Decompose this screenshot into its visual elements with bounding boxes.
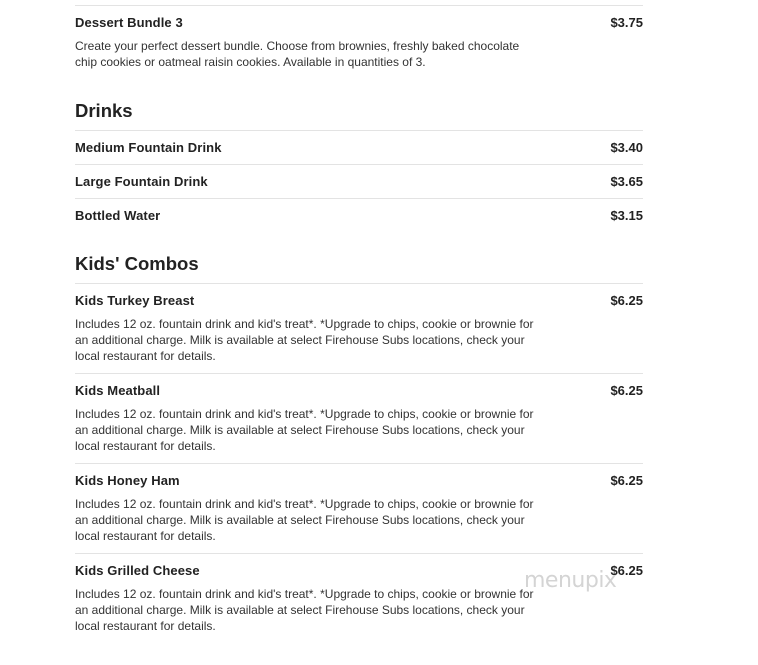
item-name: Kids Turkey Breast: [75, 293, 195, 308]
item-name: Bottled Water: [75, 208, 161, 223]
menu-item[interactable]: [75, 374, 643, 464]
item-name: Kids Meatball: [75, 383, 161, 398]
item-price: $6.25: [610, 563, 643, 578]
item-price: $6.25: [610, 473, 643, 488]
menu-item[interactable]: [75, 165, 643, 199]
section-drinks: [75, 79, 643, 232]
item-name: Kids Honey Ham: [75, 473, 180, 488]
menu-list: [75, 0, 643, 643]
section-title: Kids' Combos: [75, 232, 643, 284]
menu-item[interactable]: [75, 284, 643, 374]
menu-item[interactable]: [75, 199, 643, 232]
item-name: Kids Grilled Cheese: [75, 563, 200, 578]
item-price: $3.75: [610, 15, 643, 30]
menu-item[interactable]: [75, 464, 643, 554]
item-description: Includes 12 oz. fountain drink and kid's treat*. *Upgrade to chips, cookie or brownie for an additional charge. Milk is available at select Firehouse Subs locations, check your local restaurant for details.: [75, 317, 534, 363]
item-name: Medium Fountain Drink: [75, 140, 222, 155]
item-name: Large Fountain Drink: [75, 174, 208, 189]
item-price: $6.25: [610, 383, 643, 398]
item-description: Includes 12 oz. fountain drink and kid's treat*. *Upgrade to chips, cookie or brownie for an additional charge. Milk is available at select Firehouse Subs locations, check your local restaurant for details.: [75, 587, 534, 633]
item-price: $3.65: [610, 174, 643, 189]
item-description: Create your perfect dessert bundle. Choose from brownies, freshly baked chocolate chip cookies or oatmeal raisin cookies. Available in quantities of 3.: [75, 39, 520, 69]
section-desserts: [75, 6, 643, 79]
item-price: $6.25: [610, 293, 643, 308]
section-title: Drinks: [75, 79, 643, 131]
watermark-logo: menupix: [524, 568, 617, 593]
item-description: Includes 12 oz. fountain drink and kid's treat*. *Upgrade to chips, cookie or brownie for an additional charge. Milk is available at select Firehouse Subs locations, check your local restaurant for details.: [75, 497, 534, 543]
menu-item[interactable]: [75, 131, 643, 165]
item-description: Includes 12 oz. fountain drink and kid's treat*. *Upgrade to chips, cookie or brownie for an additional charge. Milk is available at select Firehouse Subs locations, check your local restaurant for details.: [75, 407, 534, 453]
menu-item[interactable]: [75, 6, 643, 79]
item-name: Dessert Bundle 3: [75, 15, 183, 30]
item-price: $3.15: [610, 208, 643, 223]
item-price: $3.40: [610, 140, 643, 155]
